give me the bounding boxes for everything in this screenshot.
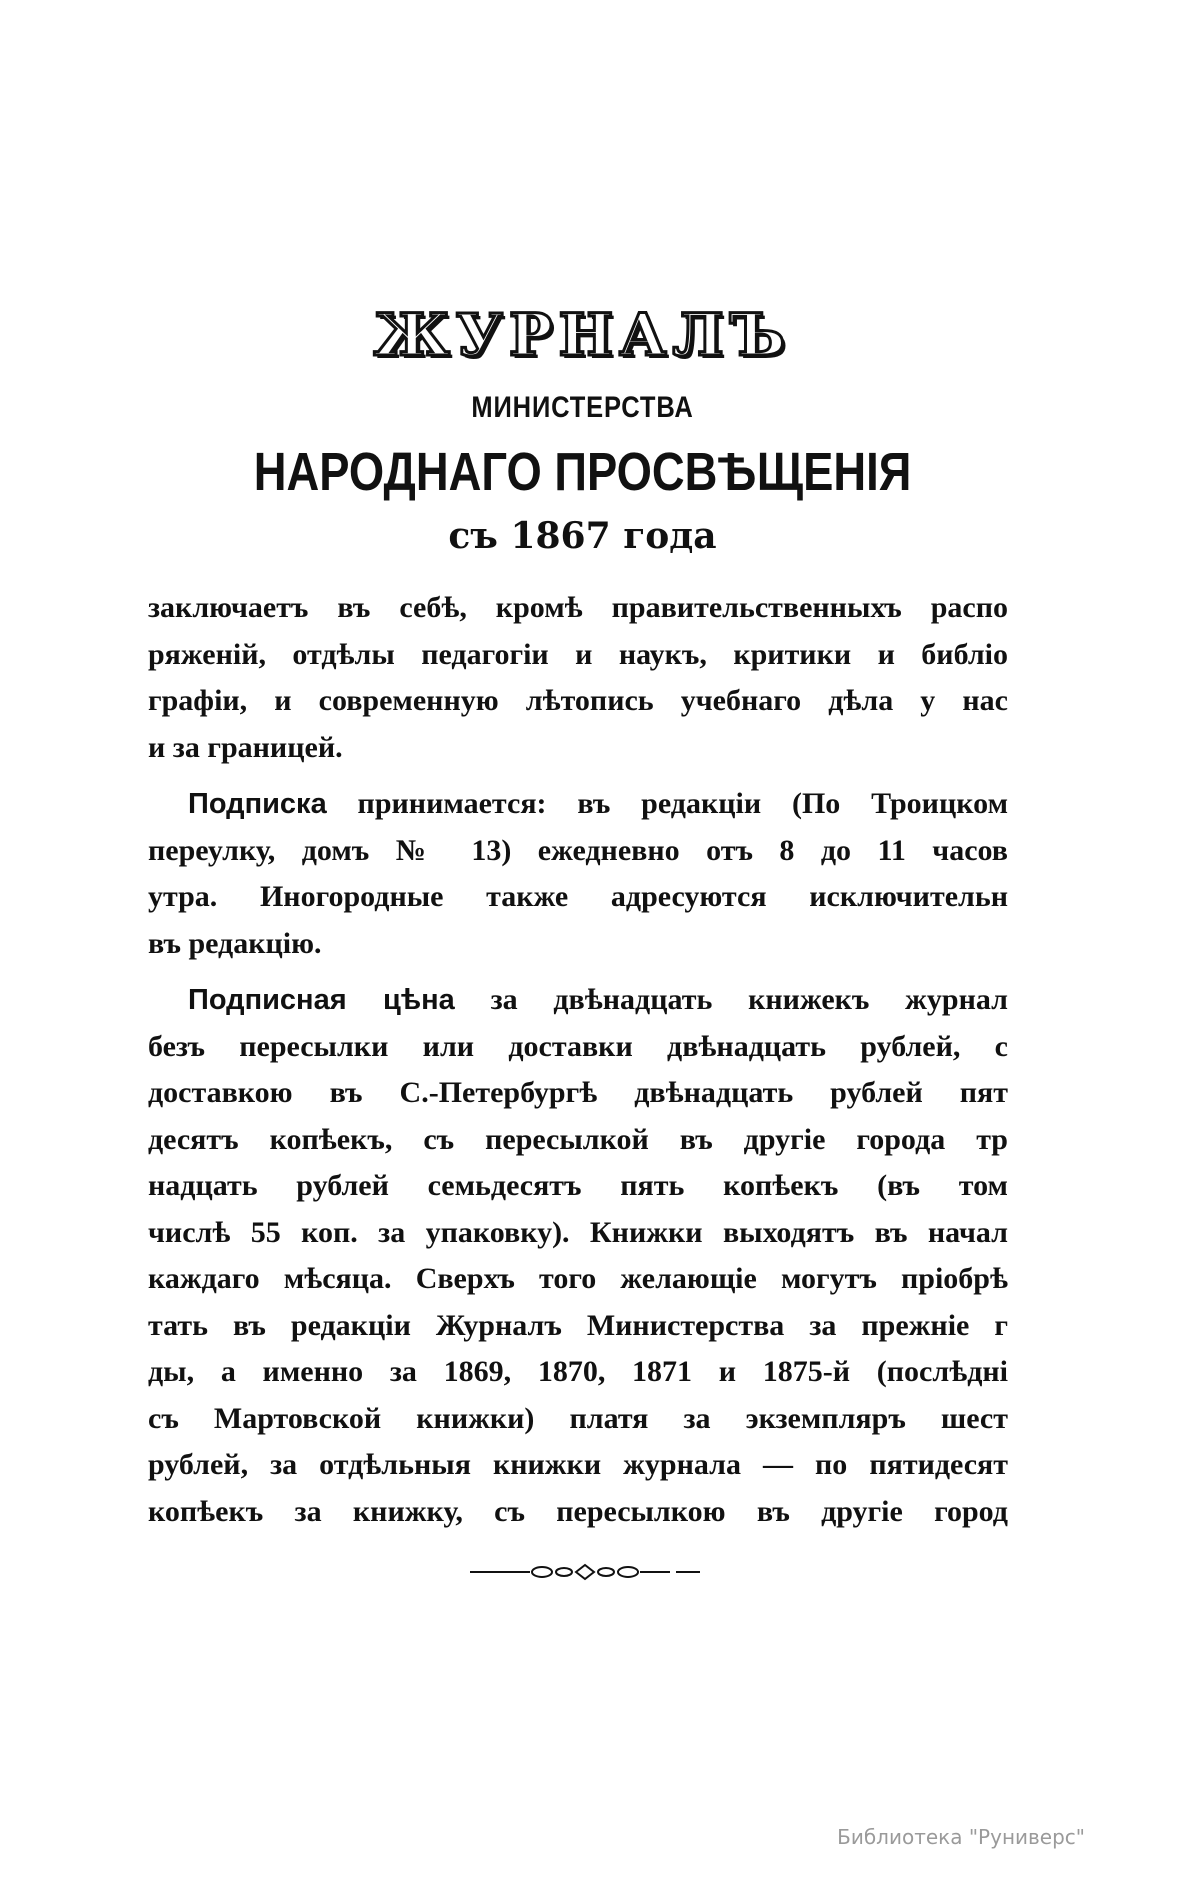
text-line: переулку, домъ № 13) ежедневно отъ 8 до 11 часов: [148, 833, 1008, 867]
text-line: въ редакцію.: [148, 926, 322, 960]
text-line: ряженій, отдѣлы педагогіи и наукъ, критики и библіо: [148, 637, 1008, 671]
text-fragment: принимается: въ редакціи (По Троицком: [326, 787, 1008, 820]
text-line: утра. Иногородные также адресуются исключительн: [148, 880, 1008, 913]
text-fragment: за двѣнадцать книжекъ журнал: [454, 983, 1008, 1016]
journal-title: ЖУРНАЛЪ: [373, 301, 792, 369]
text-line: съ Мартовской книжки) платя за экземпляръ шест: [148, 1401, 1008, 1435]
text-line: тать въ редакціи Журналъ Министерства за прежніе г: [148, 1308, 1008, 1342]
subscription-lead: Подписка: [188, 788, 327, 820]
year-line: съ 1867 года: [448, 515, 717, 557]
text-line: доставкою въ С.-Петербургѣ двѣнадцать рублей пят: [148, 1076, 1008, 1109]
text-line: [148, 781, 1008, 828]
paragraph-contents: [148, 585, 1008, 771]
text-line: ды, а именно за 1869, 1870, 1871 и 1875-й (послѣдні: [148, 1355, 1008, 1388]
ministry-name: НАРОДНАГО ПРОСВѢЩЕНІЯ: [253, 442, 912, 502]
text-line: надцать рублей семьдесятъ пять копѣекъ (въ том: [148, 1169, 1008, 1202]
body-text: [148, 585, 1008, 1545]
text-line: и за границей.: [148, 730, 343, 764]
text-line: рублей, за отдѣльныя книжки журнала — по пятидесят: [148, 1448, 1008, 1481]
text-line: копѣекъ за книжку, съ пересылкою въ другіе город: [148, 1494, 1008, 1528]
ornament-divider-icon: [470, 1562, 700, 1582]
text-line: графіи, и современную лѣтопись учебнаго дѣла у нас: [148, 684, 1008, 717]
text-line: заключаетъ въ себѣ, кромѣ правительственныхъ распо: [148, 591, 1008, 624]
library-watermark: Библиотека "Руниверс": [837, 1825, 1085, 1849]
text-line: безъ пересылки или доставки двѣнадцать рублей, с: [148, 1029, 1008, 1063]
text-line: десятъ копѣекъ, съ пересылкой въ другіе города тр: [148, 1122, 1008, 1156]
ministry-subtitle: МИНИСТЕРСТВА: [471, 391, 694, 424]
paragraph-subscription: [148, 781, 1008, 967]
text-line: каждаго мѣсяца. Сверхъ того желающіе могутъ пріобрѣ: [148, 1262, 1008, 1295]
title-block: [0, 300, 1165, 560]
text-line: числѣ 55 коп. за упаковку). Книжки выходятъ въ начал: [148, 1215, 1008, 1249]
text-line: [148, 977, 1008, 1024]
price-lead: Подписная цѣна: [188, 984, 455, 1016]
paragraph-price: [148, 977, 1008, 1535]
